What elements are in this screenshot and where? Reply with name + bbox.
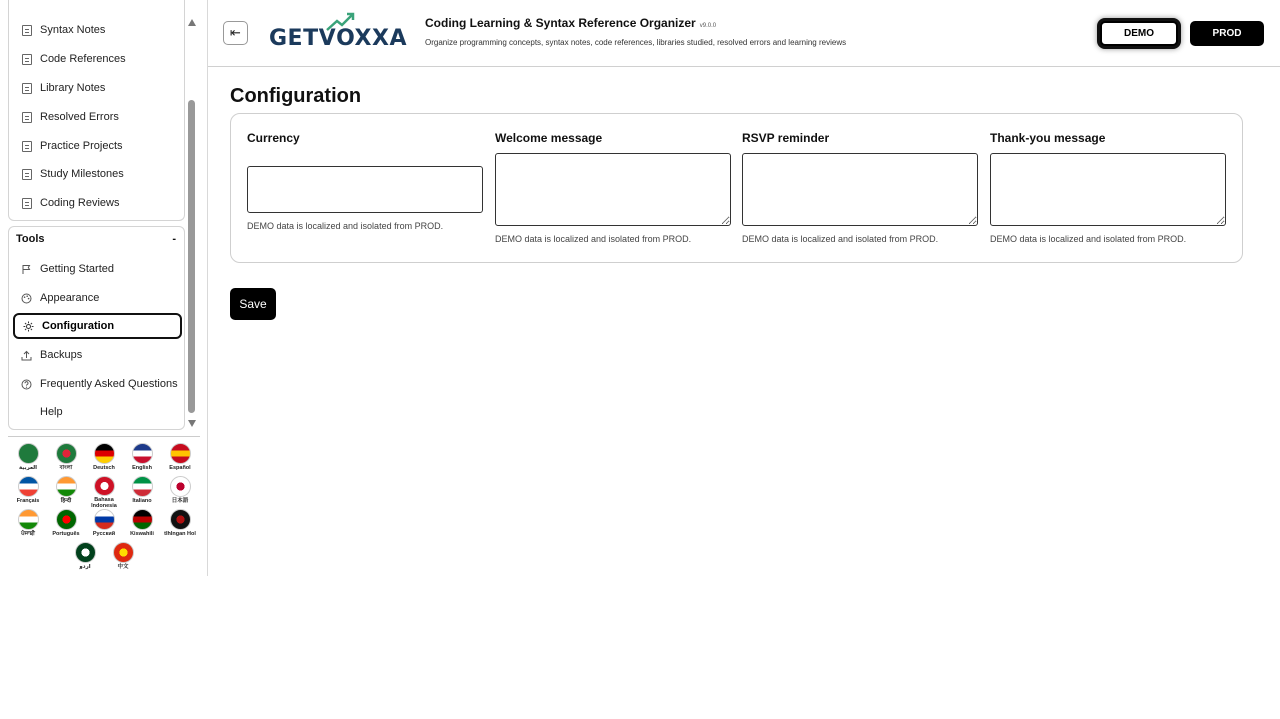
- language-label: English: [132, 465, 152, 471]
- language-flag-10[interactable]: [9, 509, 47, 542]
- sidebar-item-label: Getting Started: [40, 263, 114, 275]
- sidebar-item-label: Backups: [40, 349, 83, 361]
- palette-icon: [21, 293, 32, 304]
- sidebar-item-label: Help: [40, 406, 63, 418]
- sidebar-item-syntax-notes[interactable]: [13, 17, 182, 43]
- sidebar-item-backups[interactable]: [13, 342, 182, 368]
- logo-arrow-icon: [325, 12, 355, 32]
- language-flag-row: [8, 476, 200, 509]
- language-flag-3[interactable]: [123, 443, 161, 476]
- language-flag-4[interactable]: [161, 443, 199, 476]
- sidebar-item-coding-reviews[interactable]: [13, 190, 182, 216]
- thank-you-message-textarea[interactable]: [990, 153, 1226, 226]
- flag-icon: [75, 542, 96, 563]
- notes-panel: [8, 0, 185, 221]
- language-flag-5[interactable]: [9, 476, 47, 509]
- sidebar-item-resolved-errors[interactable]: [13, 104, 182, 130]
- question-circle-icon: [21, 379, 32, 390]
- welcome-message-textarea[interactable]: [495, 153, 731, 226]
- flag-icon: [56, 443, 77, 464]
- language-flag-0[interactable]: [9, 443, 47, 476]
- sidebar-item-label: Syntax Notes: [40, 24, 106, 36]
- sidebar-item-label: Configuration: [42, 320, 115, 332]
- scroll-up-arrow-icon[interactable]: [188, 19, 196, 26]
- flag-icon: [18, 476, 39, 497]
- upload-icon: [21, 350, 32, 361]
- demo-env-button[interactable]: DEMO: [1100, 21, 1178, 46]
- language-flag-15[interactable]: [66, 542, 104, 575]
- sidebar-item-label: Practice Projects: [40, 140, 123, 152]
- thank-you-message-label: Thank-you message: [990, 131, 1106, 145]
- document-icon: [21, 169, 32, 180]
- configuration-card: [230, 113, 1243, 263]
- sidebar-item-label: Resolved Errors: [40, 111, 119, 123]
- language-label: اردو: [79, 564, 91, 570]
- logo-text-v: [319, 26, 337, 51]
- rsvp-reminder-textarea[interactable]: [742, 153, 978, 226]
- language-flag-7[interactable]: [85, 476, 123, 509]
- app-title-text: Coding Learning & Syntax Reference Organizer: [425, 16, 696, 30]
- language-label: Deutsch: [93, 465, 115, 471]
- tools-header-label: Tools: [16, 233, 45, 245]
- language-flag-1[interactable]: [47, 443, 85, 476]
- sidebar-item-label: Appearance: [40, 292, 100, 304]
- flag-icon: [113, 542, 134, 563]
- language-label: हिन्दी: [60, 498, 72, 504]
- collapse-icon[interactable]: -: [172, 233, 176, 245]
- sidebar-item-label: Code References: [40, 53, 126, 65]
- document-icon: [21, 83, 32, 94]
- language-flag-row: [8, 509, 200, 542]
- currency-label: Currency: [247, 131, 300, 145]
- flag-icon: [94, 443, 115, 464]
- flag-icon: [132, 476, 153, 497]
- flag-icon: [94, 476, 115, 496]
- flag-icon: [170, 509, 191, 530]
- language-flag-11[interactable]: [47, 509, 85, 542]
- language-flag-13[interactable]: [123, 509, 161, 542]
- flag-icon: [18, 443, 39, 464]
- prod-env-button[interactable]: PROD: [1190, 21, 1264, 46]
- language-label: Kiswahili: [130, 531, 154, 537]
- welcome-message-hint: DEMO data is localized and isolated from PROD.: [495, 234, 692, 244]
- sidebar-item-help[interactable]: [13, 399, 182, 425]
- gear-icon: [23, 321, 34, 332]
- language-flag-9[interactable]: [161, 476, 199, 509]
- flag-icon: [132, 443, 153, 464]
- welcome-message-label: Welcome message: [495, 131, 603, 145]
- document-icon: [21, 112, 32, 123]
- flag-icon: [170, 476, 191, 497]
- sidebar-item-study-milestones[interactable]: [13, 161, 182, 187]
- currency-hint: DEMO data is localized and isolated from PROD.: [247, 221, 444, 231]
- language-flag-6[interactable]: [47, 476, 85, 509]
- rsvp-reminder-hint: DEMO data is localized and isolated from PROD.: [742, 234, 939, 244]
- sidebar-item-label: Frequently Asked Questions: [40, 378, 178, 390]
- main-content: [208, 68, 1280, 719]
- sidebar-item-getting-started[interactable]: [13, 256, 182, 282]
- scroll-down-arrow-icon[interactable]: [188, 420, 196, 427]
- sidebar-item-practice-projects[interactable]: [13, 133, 182, 159]
- sidebar-item-faq[interactable]: [13, 371, 182, 397]
- document-icon: [21, 141, 32, 152]
- language-flag-12[interactable]: [85, 509, 123, 542]
- currency-input[interactable]: [247, 166, 483, 213]
- flag-icon: [94, 509, 115, 530]
- app-header: [208, 0, 1280, 67]
- flag-icon: [56, 476, 77, 497]
- app-subtitle: Organize programming concepts, syntax notes, code references, libraries studied, resolved errors and learning reviews: [425, 38, 847, 47]
- sidebar-item-code-references[interactable]: [13, 46, 182, 72]
- blank-icon: [21, 407, 32, 418]
- sidebar-scrollbar[interactable]: [186, 14, 198, 430]
- document-icon: [21, 198, 32, 209]
- language-label: Italiano: [132, 498, 152, 504]
- flag-icon: [18, 509, 39, 530]
- tools-panel: [8, 226, 185, 430]
- language-label: বাংলা: [59, 465, 73, 471]
- app-version: v9.0.0: [699, 23, 717, 29]
- language-flag-row: [8, 443, 200, 476]
- language-label: 中文: [117, 564, 129, 570]
- flag-outline-icon: [21, 264, 32, 275]
- logo: [269, 26, 407, 54]
- language-flag-8[interactable]: [123, 476, 161, 509]
- sidebar-collapse-icon: ⇤: [230, 25, 241, 40]
- language-label: Русский: [92, 531, 116, 537]
- language-label: Français: [16, 498, 40, 504]
- sidebar-item-configuration[interactable]: [13, 313, 182, 339]
- language-label: 日本語: [171, 498, 189, 504]
- language-label: العربية: [18, 465, 38, 471]
- sidebar-toggle-button[interactable]: [223, 21, 248, 45]
- language-label: Bahasa Indonesia: [91, 497, 117, 509]
- save-button[interactable]: Save: [230, 288, 276, 320]
- scrollbar-thumb[interactable]: [188, 100, 195, 413]
- language-flag-16[interactable]: [104, 542, 142, 575]
- rsvp-reminder-label: RSVP reminder: [742, 131, 830, 145]
- language-selector: [8, 436, 200, 575]
- thank-you-message-hint: DEMO data is localized and isolated from PROD.: [990, 234, 1187, 244]
- logo-letter-v: V: [318, 26, 337, 51]
- document-icon: [21, 54, 32, 65]
- sidebar: [0, 0, 208, 576]
- flag-icon: [56, 509, 77, 530]
- language-label: ਪੰਜਾਬੀ: [21, 531, 35, 537]
- sidebar-item-label: Library Notes: [40, 82, 106, 94]
- app-title: [425, 16, 716, 30]
- tools-section-header[interactable]: [16, 233, 176, 245]
- language-label: Português: [52, 531, 80, 537]
- language-flag-row: [8, 542, 200, 575]
- language-label: tlhIngan Hol: [164, 531, 196, 537]
- sidebar-item-appearance[interactable]: [13, 285, 182, 311]
- sidebar-item-label: Coding Reviews: [40, 197, 120, 209]
- language-flag-14[interactable]: [161, 509, 199, 542]
- language-label: Español: [169, 465, 191, 471]
- flag-icon: [170, 443, 191, 464]
- language-flag-2[interactable]: [85, 443, 123, 476]
- sidebar-scroll-area[interactable]: [0, 0, 208, 432]
- sidebar-item-library-notes[interactable]: [13, 75, 182, 101]
- sidebar-item-label: Study Milestones: [40, 168, 124, 180]
- document-icon: [21, 25, 32, 36]
- page-title: Configuration: [230, 85, 362, 107]
- logo-text-oxxa: OXXA: [336, 26, 407, 51]
- logo-text-get: GET: [269, 26, 319, 51]
- flag-icon: [132, 509, 153, 530]
